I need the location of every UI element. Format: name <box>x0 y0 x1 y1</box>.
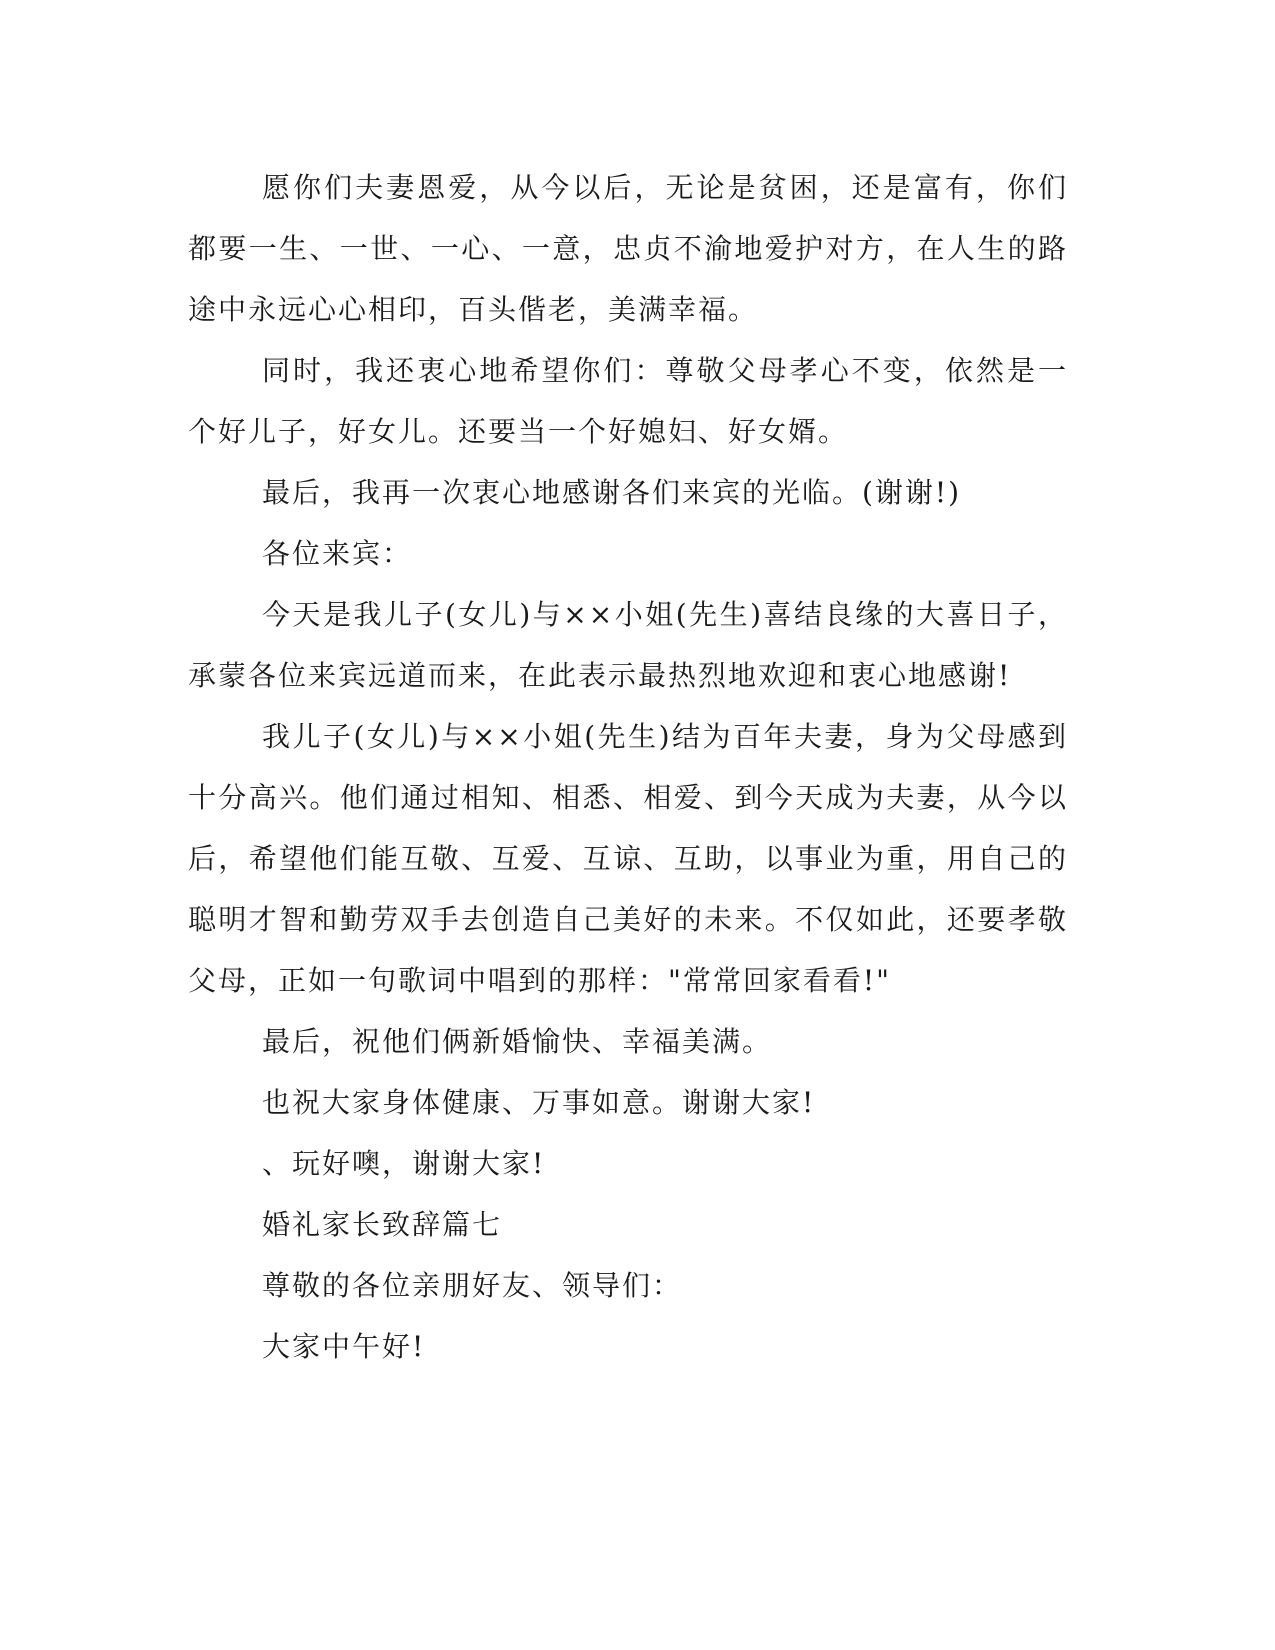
paragraph-respect-parents: 同时，我还衷心地希望你们：尊敬父母孝心不变，依然是一个好儿子，好女儿。还要当一个好媳妇、好女婿。 <box>188 354 1068 448</box>
paragraph-final-wish: 最后，祝他们俩新婚愉快、幸福美满。 <box>262 1025 773 1058</box>
paragraph-wishes: 我儿子(女儿)与××小姐(先生)结为百年夫妻，身为父母感到十分高兴。他们通过相知、相悉、相爱、到今天成为夫妻，从今以后，希望他们能互敬、互爱、互谅、互助，以事业为重，用自己的聪明才智和勤劳双手去创造自己美好的未来。不仅如此，还要孝敬父母，正如一句歌词中唱到的那样："常常回家看看!" <box>188 720 1068 997</box>
paragraph-thanks-guests: 最后，我再一次衷心地感谢各们来宾的光临。(谢谢!) <box>262 476 962 509</box>
paragraph-good-noon: 大家中午好! <box>262 1330 426 1363</box>
document-body <box>188 157 1068 1377</box>
paragraph-enjoy: 、玩好噢，谢谢大家! <box>262 1147 546 1180</box>
section-heading: 婚礼家长致辞篇七 <box>262 1208 503 1241</box>
paragraph-health-wish: 也祝大家身体健康、万事如意。谢谢大家! <box>262 1086 816 1119</box>
paragraph-welcome: 今天是我儿子(女儿)与××小姐(先生)喜结良缘的大喜日子，承蒙各位来宾远道而来，在此表示最热烈地欢迎和衷心地感谢! <box>188 598 1068 692</box>
paragraph-greeting-salutation: 尊敬的各位亲朋好友、领导们： <box>262 1269 683 1302</box>
paragraph-salutation: 各位来宾： <box>262 537 413 570</box>
paragraph-blessing: 愿你们夫妻恩爱，从今以后，无论是贫困，还是富有，你们都要一生、一世、一心、一意，忠贞不渝地爱护对方，在人生的路途中永远心心相印，百头偕老，美满幸福。 <box>188 171 1068 326</box>
